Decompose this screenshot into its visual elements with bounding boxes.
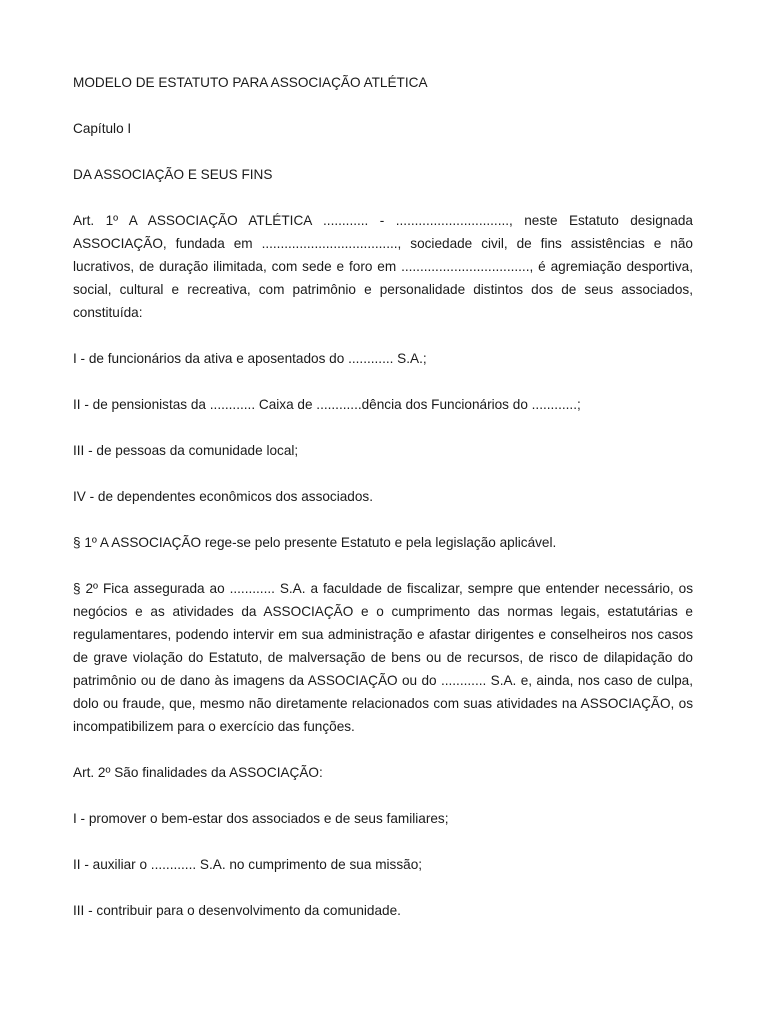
article-1-item: II - de pensionistas da ............ Caixa de ............dência dos Funcionários do ............; [73, 397, 581, 412]
chapter-heading: Capítulo I [73, 121, 132, 136]
article-1-item: III - de pessoas da comunidade local; [73, 443, 299, 458]
article-2-item: I - promover o bem-estar dos associados e de seus familiares; [73, 811, 449, 826]
section-heading: DA ASSOCIAÇÃO E SEUS FINS [73, 167, 273, 182]
article-1-paragraph-2: § 2º Fica assegurada ao ............ S.A. a faculdade de fiscalizar, sempre que entender necessário, os negócios e as atividades da ASSOCIAÇÃO e o cumprimento das normas legais, estatutárias e regulamentares, podendo intervir em sua administração e afastar dirigentes e conselheiros nos casos de grave violação do Estatuto, de malversação de bens ou de recursos, de risco de dilapidação do patrimônio ou de dano às imagens da ASSOCIAÇÃO ou do ............ S.A. e, ainda, nos caso de culpa, dolo ou fraude, que, mesmo não diretamente relacionados com suas atividades na ASSOCIAÇÃO, os incompatibilizem para o exercício das funções. [73, 581, 693, 734]
article-1: Art. 1º A ASSOCIAÇÃO ATLÉTICA ............ - .............................., neste Estatuto designada ASSOCIAÇÃO, fundada em ...................................., sociedade civil, de fins assistências e não lucrativos, de duração ilimitada, com sede e foro em .................................., é agremiação desportiva, social, cultural e recreativa, com patrimônio e personalidade distintos dos de seus associados, constituída: [73, 213, 693, 320]
document-title: MODELO DE ESTATUTO PARA ASSOCIAÇÃO ATLÉTICA [73, 75, 428, 90]
article-1-item: I - de funcionários da ativa e aposentados do ............ S.A.; [73, 351, 427, 366]
article-1-paragraph-1: § 1º A ASSOCIAÇÃO rege-se pelo presente Estatuto e pela legislação aplicável. [73, 535, 557, 550]
article-1-item: IV - de dependentes econômicos dos associados. [73, 489, 374, 504]
article-2-item: II - auxiliar o ............ S.A. no cumprimento de sua missão; [73, 857, 423, 872]
article-2: Art. 2º São finalidades da ASSOCIAÇÃO: [73, 765, 323, 780]
article-2-item: III - contribuir para o desenvolvimento da comunidade. [73, 903, 401, 918]
document-body [73, 71, 693, 945]
